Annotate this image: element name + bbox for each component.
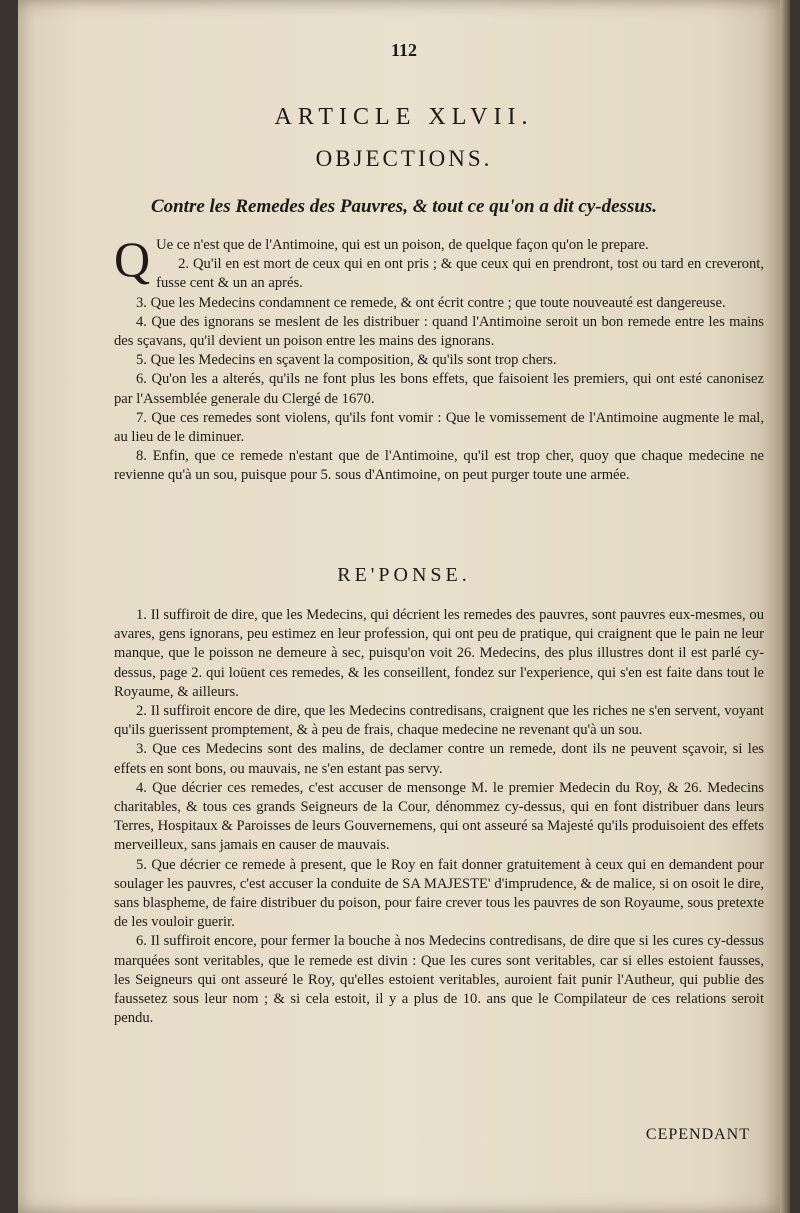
section-heading: OBJECTIONS. [315, 146, 493, 171]
response-item: 2. Il suffiroit encore de dire, que les Medecins contredisans, craignent que les riches ne s'en servent, voyant qu'ils guerissent promptement, & à peu de frais, chaque medecine ne revenant qu'à un sou. [114, 703, 764, 739]
dropcap: Q [114, 231, 151, 287]
response-item: 3. Que ces Medecins sont des malins, de declamer contre un remede, dont ils ne peuvent sçavoir, si les effets en sont bons, ou mauvais, ne s'en estant pas servy. [114, 741, 764, 777]
objection-text: Ue ce n'est que de l'Antimoine, qui est un poison, de quelque façon qu'on le prepare. [156, 237, 649, 253]
objection-item: 4. Que des ignorans se meslent de les distribuer : quand l'Antimoine seroit un bon remede entre les mains des sçavans, qu'il devient un poison entre les mains des ignorans. [114, 313, 764, 350]
objection-item: 6. Qu'on les a alterés, qu'ils ne font plus les bons effets, que faisoient les premiers, qui ont esté canonisez par l'Assemblée generale du Clergé de 1670. [114, 371, 764, 407]
objections-list [114, 231, 764, 486]
subtitle: Contre les Remedes des Pauvres, & tout ce qu'on a dit cy-dessus. [150, 196, 658, 217]
objection-item: 3. Que les Medecins condamnent ce remede, & ont écrit contre ; que toute nouveauté est dangereuse. [136, 294, 726, 311]
objection-item: 7. Que ces remedes sont violens, qu'ils font vomir : Que le vomissement de l'Antimoine augmente le mal, au lieu de le diminuer. [114, 409, 764, 446]
response-item: 5. Que décrier ce remede à present, que le Roy en fait donner gratuitement à ceux qui en demandent pour soulager les pauvres, c'est accuser la conduite de SA MAJESTE' d'imprudence, & de malice, si on osoit le dire, sans blasphemе, de faire distribuer du poison, pour faire crever tous les pauvres de son Royaume, sous pretexte de les vouloir guerir. [114, 856, 764, 931]
objection-item: 5. Que les Medecins en sçavent la composition, & qu'ils sont trop chers. [136, 352, 557, 369]
page-edge-shadow [780, 0, 790, 1213]
response-heading: RE'PONSE. [337, 564, 471, 586]
book-page [18, 0, 790, 1213]
objection-item: 2. Qu'il en est mort de ceux qui en ont pris ; & que ceux qui en prendront, tost ou tard en creveront, fusse cent & un an aprés. [156, 256, 764, 292]
page-number: 112 [390, 40, 417, 60]
responses-list [114, 606, 764, 1028]
catchword: CEPENDANT [645, 1126, 750, 1143]
objection-item: 8. Enfin, que ce remede n'estant que de l'Antimoine, qu'il est trop cher, quoy que chaque medecine ne revienne qu'à un sou, puisque pour 5. sous d'Antimoine, on peut purger toute une armée. [114, 448, 764, 484]
article-heading: ARTICLE XLVII. [274, 104, 534, 130]
response-item: 6. Il suffiroit encore, pour fermer la bouche à nos Medecins contredisans, de dire que si les cures cy-dessus marquées sont veritables, que le remede est divin : Que les cures sont veritables, car si elles estoient fausses, les Seigneurs qui ont asseuré le Roy, qu'elles estoient veritables, auroient fait punir l'Autheur, qui publie des faussetez sous leur nom ; & si cela estoit, il y a plus de 10. ans que le Compilateur de ces relations seroit pendu. [114, 933, 764, 1027]
response-item: 4. Que décrier ces remedes, c'est accuser de mensonge M. le premier Medecin du Roy, & 26. Medecins charitables, & tous ces grands Seigneurs de la Cour, dénommez cy-dessus, qui en font distribuer dans leurs Terres, Hospitaux & Paroisses de leurs Gouvernemens, qui ont asseuré sa Majesté qu'ils produisoient des effets merveilleux, sans jamais en causer de mauvais. [114, 779, 764, 854]
response-item: 1. Il suffiroit de dire, que les Medecins, qui décrient les remedes des pauvres, sont pauvres eux-mesmes, ou avares, gens ignorans, peu estimez en leur profession, qui ont peu de pratique, qui craignent que le pain ne leur manque, que le poisson ne demeure à sec, puisqu'on voit 26. Medecins, des plus illustres dont il est parlé cy-dessus, page 2. qui loüent ces remedes, & les conseillent, fondez sur l'experience, qui s'en est faite dans tout le Royaume, & ailleurs. [114, 607, 764, 700]
